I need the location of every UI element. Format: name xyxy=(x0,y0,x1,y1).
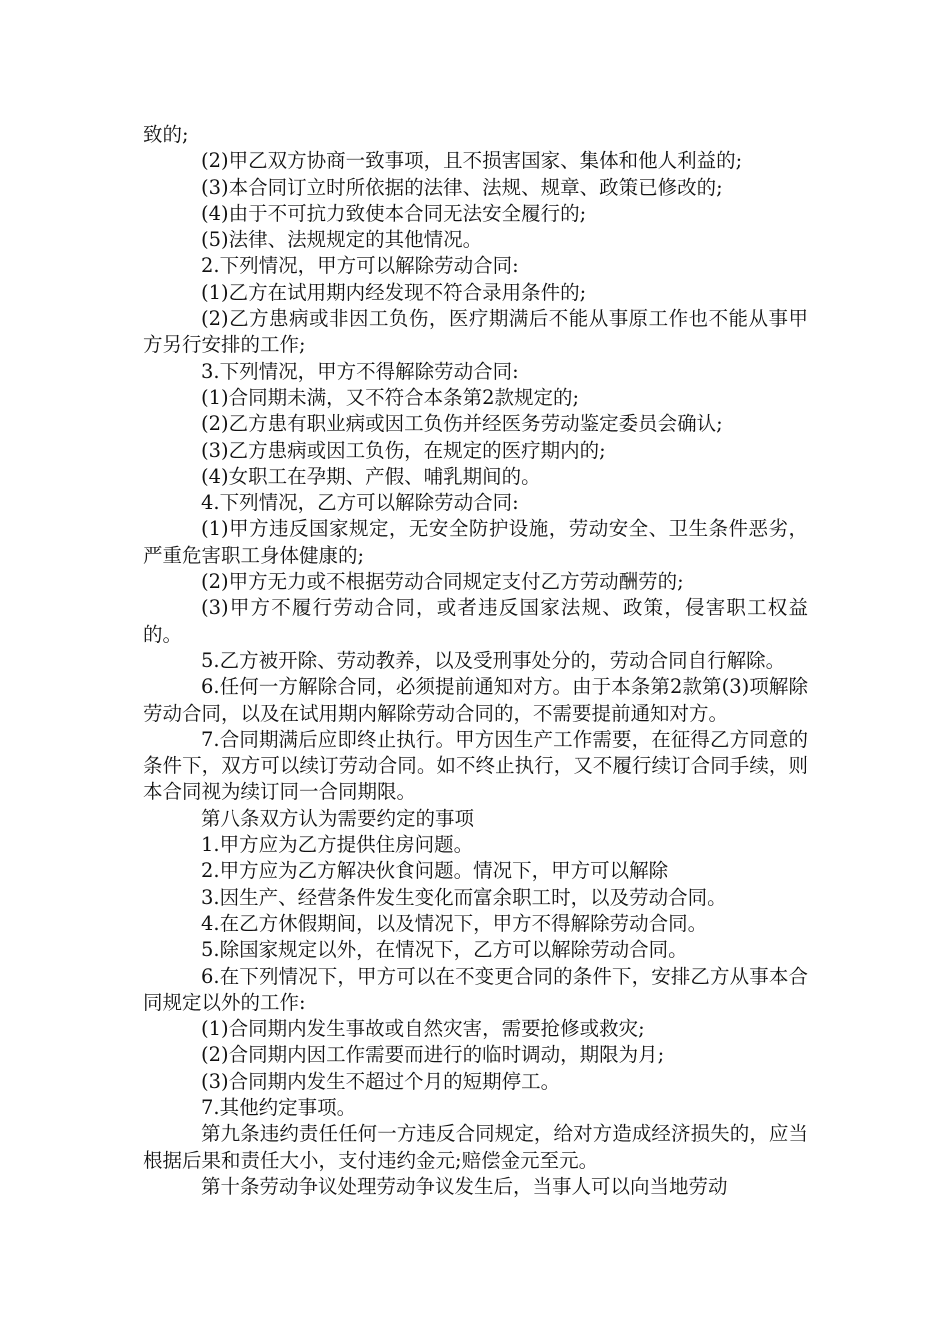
document-paragraph: 5.乙方被开除、劳动教养，以及受刑事处分的，劳动合同自行解除。 xyxy=(201,648,786,672)
document-paragraph: (2)甲方无力或不根据劳动合同规定支付乙方劳动酬劳的; xyxy=(201,570,684,594)
document-paragraph: 第八条双方认为需要约定的事项 xyxy=(201,806,475,830)
document-paragraph: (2)乙方患有职业病或因工负伤并经医务劳动鉴定委员会确认; xyxy=(201,412,723,436)
document-paragraph: 3.下列情况，甲方不得解除劳动合同: xyxy=(201,359,519,383)
document-paragraph: 3.因生产、经营条件发生变化而富余职工时，以及劳动合同。 xyxy=(201,885,727,909)
document-paragraph: (5)法律、法规规定的其他情况。 xyxy=(201,228,483,252)
document-paragraph: 6.任何一方解除合同，必须提前通知对方。由于本条第2款第(3)项解除劳动合同，以及在试用期内解除劳动合同的，不需要提前通知对方。 xyxy=(143,675,808,725)
document-paragraph: (1)合同期内发生事故或自然灾害，需要抢修或救灾; xyxy=(201,1017,645,1041)
document-paragraph: (2)甲乙双方协商一致事项，且不损害国家、集体和他人利益的; xyxy=(201,149,743,173)
document-body xyxy=(143,122,808,1200)
document-paragraph: (2)合同期内因工作需要而进行的临时调动，期限为月; xyxy=(201,1043,665,1067)
document-paragraph: 致的; xyxy=(143,123,189,146)
document-paragraph: 5.除国家规定以外，在情况下，乙方可以解除劳动合同。 xyxy=(201,938,688,962)
document-paragraph: 1.甲方应为乙方提供住房问题。 xyxy=(201,833,474,857)
document-paragraph: 4.在乙方休假期间，以及情况下，甲方不得解除劳动合同。 xyxy=(201,911,708,935)
document-paragraph: 7.合同期满后应即终止执行。甲方因生产工作需要，在征得乙方同意的条件下，双方可以续订劳动合同。如不终止执行，又不履行续订合同手续，则本合同视为续订同一合同期限。 xyxy=(143,727,808,804)
document-paragraph: (1)甲方违反国家规定，无安全防护设施，劳动安全、卫生条件恶劣，严重危害职工身体健康的; xyxy=(143,517,808,567)
document-paragraph: (1)合同期未满，又不符合本条第2款规定的; xyxy=(201,385,580,409)
document-paragraph: (4)由于不可抗力致使本合同无法安全履行的; xyxy=(201,201,587,225)
document-paragraph: (3)乙方患病或因工负伤，在规定的医疗期内的; xyxy=(201,438,606,462)
document-paragraph: (2)乙方患病或非因工负伤，医疗期满后不能从事原工作也不能从事甲方另行安排的工作; xyxy=(143,307,808,357)
document-paragraph: (3)甲方不履行劳动合同，或者违反国家法规、政策，侵害职工权益的。 xyxy=(143,596,808,646)
document-paragraph: (3)合同期内发生不超过个月的短期停工。 xyxy=(201,1069,561,1093)
document-paragraph: (4)女职工在孕期、产假、哺乳期间的。 xyxy=(201,464,541,488)
document-paragraph: 2.下列情况，甲方可以解除劳动合同: xyxy=(201,254,519,278)
document-paragraph: 4.下列情况，乙方可以解除劳动合同: xyxy=(201,491,519,515)
document-paragraph: (1)乙方在试用期内经发现不符合录用条件的; xyxy=(201,280,587,304)
document-paragraph: 第九条违约责任任何一方违反合同规定，给对方造成经济损失的，应当根据后果和责任大小，支付违约金元;赔偿金元至元。 xyxy=(143,1122,808,1172)
document-paragraph: 6.在下列情况下，甲方可以在不变更合同的条件下，安排乙方从事本合同规定以外的工作: xyxy=(143,964,808,1014)
document-paragraph: 2.甲方应为乙方解决伙食问题。情况下，甲方可以解除 xyxy=(201,859,669,883)
document-paragraph: 第十条劳动争议处理劳动争议发生后，当事人可以向当地劳动 xyxy=(201,1174,728,1198)
document-paragraph: (3)本合同订立时所依据的法律、法规、规章、政策已修改的; xyxy=(201,175,723,199)
document-paragraph: 7.其他约定事项。 xyxy=(201,1095,357,1119)
